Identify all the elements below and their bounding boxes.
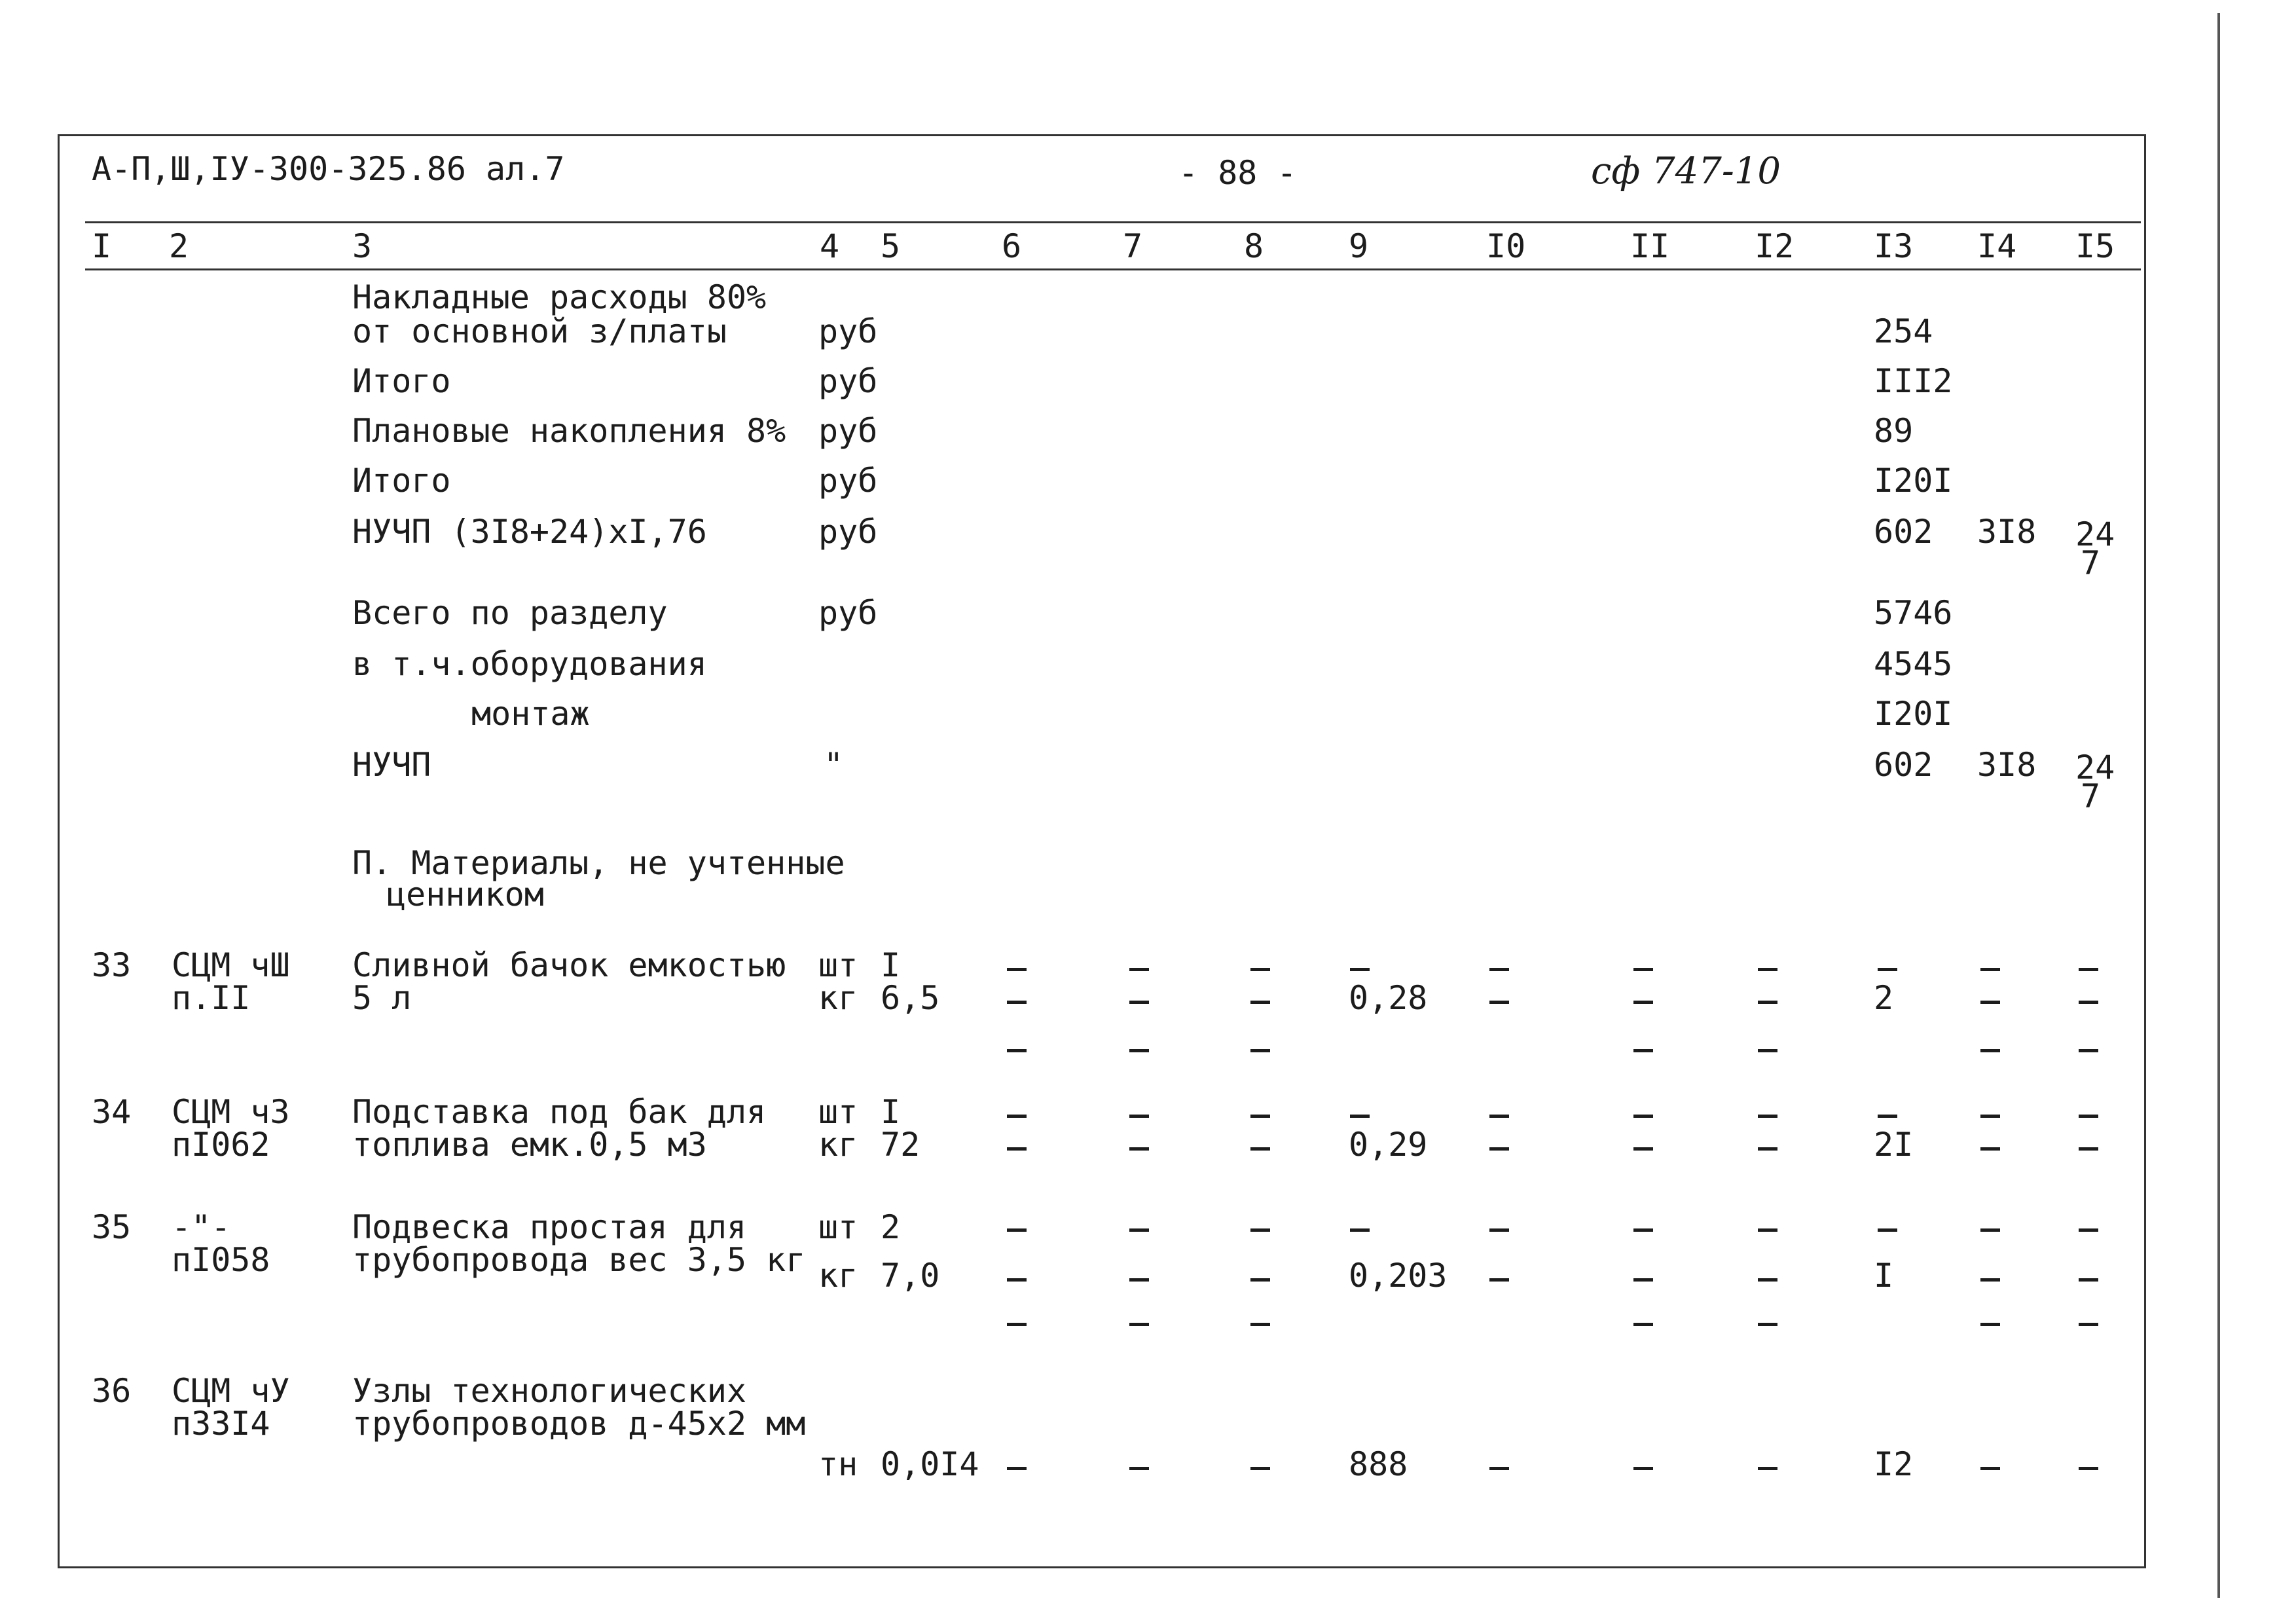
empty-cell-dash — [2079, 1001, 2098, 1004]
col9-value: 0,203 — [1349, 1257, 1448, 1295]
empty-cell-dash — [1980, 1115, 2000, 1118]
empty-cell-dash — [1758, 1049, 1777, 1052]
empty-cell-dash — [2079, 1467, 2098, 1470]
price-code-ref: п33I4 — [172, 1405, 270, 1443]
header-rule-bottom — [85, 268, 2141, 270]
quantity: I — [881, 1093, 901, 1131]
empty-cell-dash — [1980, 1049, 2000, 1052]
empty-cell-dash — [1350, 1228, 1370, 1232]
summary-total: I20I — [1874, 695, 1953, 733]
empty-cell-dash — [1129, 1228, 1149, 1232]
summary-total: 4545 — [1874, 645, 1953, 683]
empty-cell-dash — [1633, 1467, 1653, 1470]
col-header-13: I3 — [1874, 227, 1914, 265]
row-number: 36 — [92, 1372, 132, 1410]
col9-value: 0,28 — [1349, 979, 1428, 1017]
col-header-15: I5 — [2075, 227, 2115, 265]
col13-value: I2 — [1874, 1445, 1914, 1483]
row-number: 35 — [92, 1208, 132, 1246]
empty-cell-dash — [2079, 1278, 2098, 1282]
empty-cell-dash — [1633, 1147, 1653, 1151]
col-header-4: 4 — [820, 227, 840, 265]
empty-cell-dash — [1350, 968, 1370, 971]
empty-cell-dash — [1007, 968, 1027, 971]
empty-cell-dash — [1007, 1323, 1027, 1326]
empty-cell-dash — [1489, 968, 1509, 971]
col-header-3: 3 — [352, 227, 373, 265]
empty-cell-dash — [1489, 1228, 1509, 1232]
empty-cell-dash — [1007, 1049, 1027, 1052]
empty-cell-dash — [1250, 1049, 1270, 1052]
empty-cell-dash — [1250, 1323, 1270, 1326]
quantity: 2 — [881, 1208, 901, 1246]
price-code-ref: пI062 — [172, 1126, 270, 1164]
empty-cell-dash — [1633, 968, 1653, 971]
empty-cell-dash — [1758, 1115, 1777, 1118]
empty-cell-dash — [1758, 1323, 1777, 1326]
empty-cell-dash — [1980, 1323, 2000, 1326]
summary-total: 602 — [1874, 513, 1933, 551]
summary-unit: руб — [818, 513, 878, 551]
empty-cell-dash — [2079, 1049, 2098, 1052]
col13-value: 2I — [1874, 1126, 1914, 1164]
item-name: Подвеска простая для — [352, 1208, 747, 1246]
empty-cell-dash — [1980, 1467, 2000, 1470]
summary-unit: руб — [818, 312, 878, 350]
empty-cell-dash — [1129, 1049, 1149, 1052]
item-name: Подставка под бак для — [352, 1093, 767, 1131]
col-header-6: 6 — [1002, 227, 1022, 265]
empty-cell-dash — [2079, 968, 2098, 971]
empty-cell-dash — [1633, 1278, 1653, 1282]
summary-unit: руб — [818, 462, 878, 500]
col-header-9: 9 — [1349, 227, 1369, 265]
empty-cell-dash — [1633, 1228, 1653, 1232]
price-code-ref: пI058 — [172, 1241, 270, 1279]
summary-unit: " — [824, 746, 844, 784]
empty-cell-dash — [1758, 1001, 1777, 1004]
empty-cell-dash — [1250, 1278, 1270, 1282]
col-header-2: 2 — [169, 227, 189, 265]
col-header-5: 5 — [881, 227, 901, 265]
summary-total: 5746 — [1874, 594, 1953, 632]
section-title-wrap: ценником — [386, 876, 544, 913]
empty-cell-dash — [1250, 1115, 1270, 1118]
price-code: СЦМ чУ — [172, 1372, 290, 1410]
empty-cell-dash — [1758, 1278, 1777, 1282]
price-code: -"- — [172, 1208, 231, 1246]
summary-text: монтаж — [471, 695, 590, 733]
document-code: А-П,Ш,IУ-300-325.86 ал.7 — [92, 150, 565, 188]
unit: тн — [818, 1445, 858, 1483]
empty-cell-dash — [1129, 1147, 1149, 1151]
page-edge-line — [2217, 13, 2220, 1598]
empty-cell-dash — [1350, 1115, 1370, 1118]
col-header-8: 8 — [1244, 227, 1264, 265]
row-number: 34 — [92, 1093, 132, 1131]
summary-text: Накладные расходы 80% — [352, 278, 767, 316]
unit: кг — [818, 1126, 858, 1164]
empty-cell-dash — [1007, 1115, 1027, 1118]
item-name-wrap: топлива емк.0,5 м3 — [352, 1126, 707, 1164]
col13-value: I — [1874, 1257, 1894, 1295]
empty-cell-dash — [2079, 1115, 2098, 1118]
empty-cell-dash — [1489, 1115, 1509, 1118]
page-number: - 88 - — [1178, 154, 1297, 192]
price-code-ref: п.II — [172, 979, 251, 1017]
quantity: 72 — [881, 1126, 920, 1164]
empty-cell-dash — [2079, 1147, 2098, 1151]
empty-cell-dash — [2079, 1323, 2098, 1326]
quantity: 0,0I4 — [881, 1445, 979, 1483]
empty-cell-dash — [1758, 968, 1777, 971]
summary-unit: руб — [818, 594, 878, 632]
price-code: СЦМ чШ — [172, 946, 290, 984]
empty-cell-dash — [1250, 1467, 1270, 1470]
col-header-14: I4 — [1977, 227, 2017, 265]
empty-cell-dash — [2079, 1228, 2098, 1232]
empty-cell-dash — [1007, 1278, 1027, 1282]
empty-cell-dash — [1980, 1001, 2000, 1004]
summary-text: Всего по разделу — [352, 594, 668, 632]
empty-cell-dash — [1980, 968, 2000, 971]
summary-text: от основной з/платы — [352, 312, 727, 350]
unit: шт — [818, 946, 858, 984]
col9-value: 888 — [1349, 1445, 1408, 1483]
summary-col15: 24 — [2075, 515, 2115, 553]
summary-total: 89 — [1874, 412, 1914, 450]
empty-cell-dash — [1633, 1001, 1653, 1004]
empty-cell-dash — [1129, 1278, 1149, 1282]
empty-cell-dash — [1489, 1278, 1509, 1282]
item-name: Сливной бачок емкостью — [352, 946, 786, 984]
summary-total: 254 — [1874, 312, 1933, 350]
empty-cell-dash — [1633, 1049, 1653, 1052]
empty-cell-dash — [1878, 1115, 1897, 1118]
empty-cell-dash — [1489, 1001, 1509, 1004]
empty-cell-dash — [1980, 1278, 2000, 1282]
quantity: 6,5 — [881, 979, 940, 1017]
item-name-wrap: 5 л — [352, 979, 412, 1017]
empty-cell-dash — [1007, 1228, 1027, 1232]
unit: шт — [818, 1208, 858, 1246]
row-number: 33 — [92, 946, 132, 984]
empty-cell-dash — [1878, 968, 1897, 971]
empty-cell-dash — [1980, 1228, 2000, 1232]
item-name-wrap: трубопровода вес 3,5 кг — [352, 1241, 806, 1279]
col-header-1: I — [92, 227, 112, 265]
empty-cell-dash — [1980, 1147, 2000, 1151]
sheet-reference: сф 747-10 — [1591, 150, 1781, 193]
empty-cell-dash — [1758, 1467, 1777, 1470]
empty-cell-dash — [1007, 1147, 1027, 1151]
summary-col14: 3I8 — [1977, 513, 2037, 551]
empty-cell-dash — [1878, 1228, 1897, 1232]
summary-col14: 3I8 — [1977, 746, 2037, 784]
col-header-7: 7 — [1123, 227, 1143, 265]
section-title: П. Материалы, не учтенные — [352, 844, 845, 882]
empty-cell-dash — [1489, 1467, 1509, 1470]
empty-cell-dash — [1129, 1467, 1149, 1470]
unit: шт — [818, 1093, 858, 1131]
empty-cell-dash — [1129, 1115, 1149, 1118]
empty-cell-dash — [1633, 1323, 1653, 1326]
empty-cell-dash — [1007, 1467, 1027, 1470]
header-rule-top — [85, 221, 2141, 223]
empty-cell-dash — [1007, 1001, 1027, 1004]
empty-cell-dash — [1633, 1115, 1653, 1118]
empty-cell-dash — [1250, 1228, 1270, 1232]
item-name: Узлы технологических — [352, 1372, 747, 1410]
quantity: 7,0 — [881, 1257, 940, 1295]
empty-cell-dash — [1250, 1147, 1270, 1151]
item-name-wrap: трубопроводов д-45х2 мм — [352, 1405, 806, 1443]
unit: кг — [818, 979, 858, 1017]
summary-text: Итого — [352, 462, 451, 500]
empty-cell-dash — [1758, 1228, 1777, 1232]
summary-col15-wrap: 7 — [2081, 777, 2101, 815]
summary-total: III2 — [1874, 362, 1953, 400]
empty-cell-dash — [1250, 1001, 1270, 1004]
col-header-12: I2 — [1755, 227, 1795, 265]
summary-text: НУЧП — [352, 746, 431, 784]
summary-total: I20I — [1874, 462, 1953, 500]
summary-text: Итого — [352, 362, 451, 400]
col-header-11: II — [1630, 227, 1670, 265]
summary-text: НУЧП (3I8+24)хI,76 — [352, 513, 707, 551]
empty-cell-dash — [1129, 1001, 1149, 1004]
quantity: I — [881, 946, 901, 984]
empty-cell-dash — [1489, 1147, 1509, 1151]
col-header-10: I0 — [1486, 227, 1526, 265]
empty-cell-dash — [1129, 968, 1149, 971]
summary-unit: руб — [818, 362, 878, 400]
empty-cell-dash — [1250, 968, 1270, 971]
empty-cell-dash — [1758, 1147, 1777, 1151]
col13-value: 2 — [1874, 979, 1894, 1017]
summary-unit: руб — [818, 412, 878, 450]
col9-value: 0,29 — [1349, 1126, 1428, 1164]
price-code: СЦМ ч3 — [172, 1093, 290, 1131]
summary-total: 602 — [1874, 746, 1933, 784]
summary-text: в т.ч.оборудования — [352, 645, 707, 683]
summary-text: Плановые накопления 8% — [352, 412, 786, 450]
summary-col15-wrap: 7 — [2081, 544, 2101, 582]
empty-cell-dash — [1129, 1323, 1149, 1326]
unit: кг — [818, 1257, 858, 1295]
summary-col15: 24 — [2075, 748, 2115, 786]
